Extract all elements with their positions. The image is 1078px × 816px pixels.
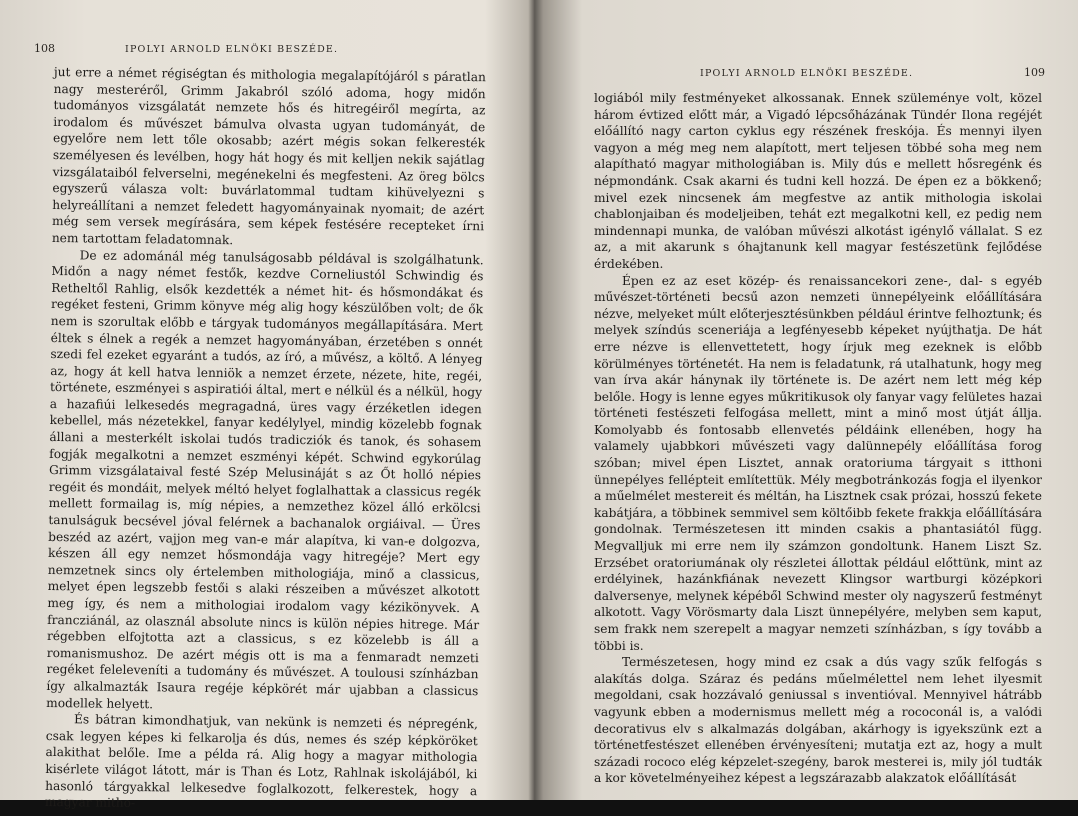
page-number-right: 109 — [1024, 66, 1045, 79]
paragraph: Természetesen, hogy mind ez csak a dús vagy szűk felfogás s alakítás dolga. Száraz és pedáns műelmélettel nem lehet ilyesmit megoldani, csak hozzávaló geniussal s inventióval. Mennyivel hátrább vagyunk ebben a modernismus mellett még a rococonál is, a valódi decorativus elv s alkalmazás dolgában, akárhogy is igyekszünk ezt a történetfestészet ellenében érvényesíteni; mutatja ezt az, hogy a mult századi rococo elég képzelet-szegény, barok mesterei is, mily jól tudták a kor követelményeihez képest a legszárazabb alakzatok előállítását — [594, 655, 1042, 786]
right-page — [540, 0, 1078, 800]
paragraph: Épen ez az eset közép- és renaissancekori zene-, dal- s egyéb művészet-történeti becsű azon nemzeti ünnepélyeink előállítására nézve, melyeket múlt előterjesztésünkben például érintve felhoztunk; és melyek színdús sceneriája a legfényesebb képeket nyújthatja. De hát erre nézve is ellenvettetett, hogy írjuk meg ezeknek is előbb körülményes történetét. Ha nem is feladatunk, rá utalhatunk, hogy meg van írva akár hánynak ily története is. De azért nem lett még kép belőle. Hogy is lenne egyes műkritikusok oly fanyar vagy felületes hazai történeti festészeti felfogása mellett, mint a minő most útját állja. Komolyabb és fontosabb ellenvetés példáink ellenében, hogy ha valamely ujabbkori művészeti vagy dalünnepély előállítása forog szóban; mivel épen Lisztet, annak oratoriuma tárgyait s itthoni ünnepélyes fellépteit említettük. Mély megbotránkozás fogja el ilyenkor a műelmélet mestereit és méltán, ha Lisztnek csak prózai, hosszú fekete kabátjára, a többinek semmivel sem költőibb fekete frakkja előállítására gondolnak. Természetesen itt minden csakis a phantasiától függ. Megvalljuk mi erre nem ily számzon gondoltunk. Hanem Liszt Sz. Erzsébet oratoriumának oly részletei állottak például előttünk, mint az erdélyinek, hazánkfiának nevezett Klingsor wartburgi középkori dalversenye, melynek képéből Schwind mester oly nagyszerű festményt alkotott. Vagy Vörösmarty dala Liszt ünnepélyére, melyben sem kaput, sem frakk nem szerepelt a magyar nemzeti színházban, s így tovább a többi is. — [594, 273, 1042, 653]
paragraph: jut erre a német régiségtan és mithologia megalapítójáról s páratlan nagy mesteréről, Grimm Jakabról szóló adoma, hogy midőn tudományos vizsgálatát nemzete hős és hitregéiről megírta, az irodalom és művészet bámulva olvasta ugyan tudományát, de egyelőre nem lett tőle okosabb; azért mégis sokan felkeresték személyesen és levélben, hogy hát hogy és mit kelljen nekik sajátlag vizsgálataiból felverselni, megénekelni és megfesteni. Az öreg bölcs egyszerű válasza volt: buvárlatommal tudtam kihüvelyezni s helyreállítani a nemzet feledett hagyományainak nyomait; de azért még sem versek megírására, sem képek festésére recepteket írni nem tartottam feladatomnak. — [51, 64, 486, 248]
left-page-header — [34, 42, 474, 55]
right-page-body — [594, 90, 1042, 787]
running-head-right: IPOLYI ARNOLD ELNÖKI BESZÉDE. — [700, 68, 914, 79]
left-page — [0, 0, 530, 811]
right-page-header — [700, 66, 1045, 79]
paragraph: De ez adománál még tanulságosabb példával is szolgálhatunk. Midőn a nagy német festők, kezdve Corneliustól Schwindig és Retheltől Rahlig, elsők kezdették a német hit- és hősmondákat és regéket festeni, Grimm könyve még alig hogy készülőben volt; de ők nem is szorultak előbb e tárgyak tudományos megállapítására. Mert éltek s élnek a regék a nemzet hagyományában, érzetében s onnét szedi fel ezeket egyaránt a tudós, az író, a művész, a költő. A lényeg az, hogy át kell hatva lenniök a nemzet érzete, nézete, hite, regéi, története, eszményei s aspiratiói által, mert e nélkül és a nélkül, hogy a hazafiúi lelkesedés megragadná, üres vagy érzéketlen idegen kebellel, más nézetekkel, fanyar kedélylyel, mindig közelebb fognak állani a mesterkélt iskolai tudós tradicziók és tanok, és sohasem fogják megalkotni a nemzet eszményi képét. Schwind egykorúlag Grimm vizsgálataival festé Szép Melusináját s az Őt holló népies regéit és mondáit, melyek méltó helyet foglalhattak a classicus regék mellett formailag is, míg népies, a nemzethez közel álló erkölcsi tanulságuk becsével jóval felérnek a bachanalok orgiáival. — Üres beszéd az azért, vajjon meg van-e már alapítva, ki van-e dolgozva, készen áll egy nemzet hősmondája vagy hitregéje? Mert egy nemzetnek sincs oly értelemben mithologiája, minő a classicus, melyet épen legszebb festői s alaki részeiben a művészet alkotott meg így, és nem a mithologiai irodalom vagy kézikönyvek. A francziánál, az olasznál absolute nincs is külön népies hitrege. Már régebben elfojtotta azt a classicus, s ez közelebb is áll a romanismushoz. De azért mégis ott is ma a fenmaradt nemzeti regéket feleleveníti a tudomány és művészet. A toulousi színházban így alkalmazták Isaura regéje képkörét már ujabban a classicus modellek helyett. — [46, 247, 484, 711]
paragraph: logiából mily festményeket alkossanak. Ennek szüleménye volt, közel három évtized előtt már, a Vigadó lépcsőházának Tündér Ilona regéjét előállító nagy carton cyklus egy részének freskója. És mennyi ilyen vagyon a még meg nem alapított, mert teljesen többé soha meg nem alapítható magyar mithologiában is. Mily dús e mellett hősregénk és népmondánk. Csak akarni és tudni kell hozzá. De épen ez a bökkenő; mivel ezek nincsenek ám megfestve az antik mithologia iskolai chablonjaiban és modeljeiben, tehát ezt megalkotni kell, ez pedig nem mindennapi munka, de valóban művészi alkotást igénylő vállalat. S ez az, a mit akarunk s óhajtanunk kell magyar festészetünk fejlődése érdekében. — [594, 91, 1042, 271]
left-page-body — [45, 64, 486, 816]
running-head-left: IPOLYI ARNOLD ELNÖKI BESZÉDE. — [125, 44, 339, 55]
paragraph: És bátran kimondhatjuk, van nekünk is nemzeti és népregénk, csak legyen képes ki felkarolja és dús, nemes és szép képköröket alakithat belőle. Ime a példa rá. Alig hogy a magyar mithologia kisérlete világot látott, már is Than és Lotz, Rahlnak iskolájából, ki hasonló tárgyakkal lelkesedve foglalkozott, felkerestek, hogy a magyar mitho- — [44, 712, 479, 811]
page-number-left: 108 — [34, 42, 55, 55]
